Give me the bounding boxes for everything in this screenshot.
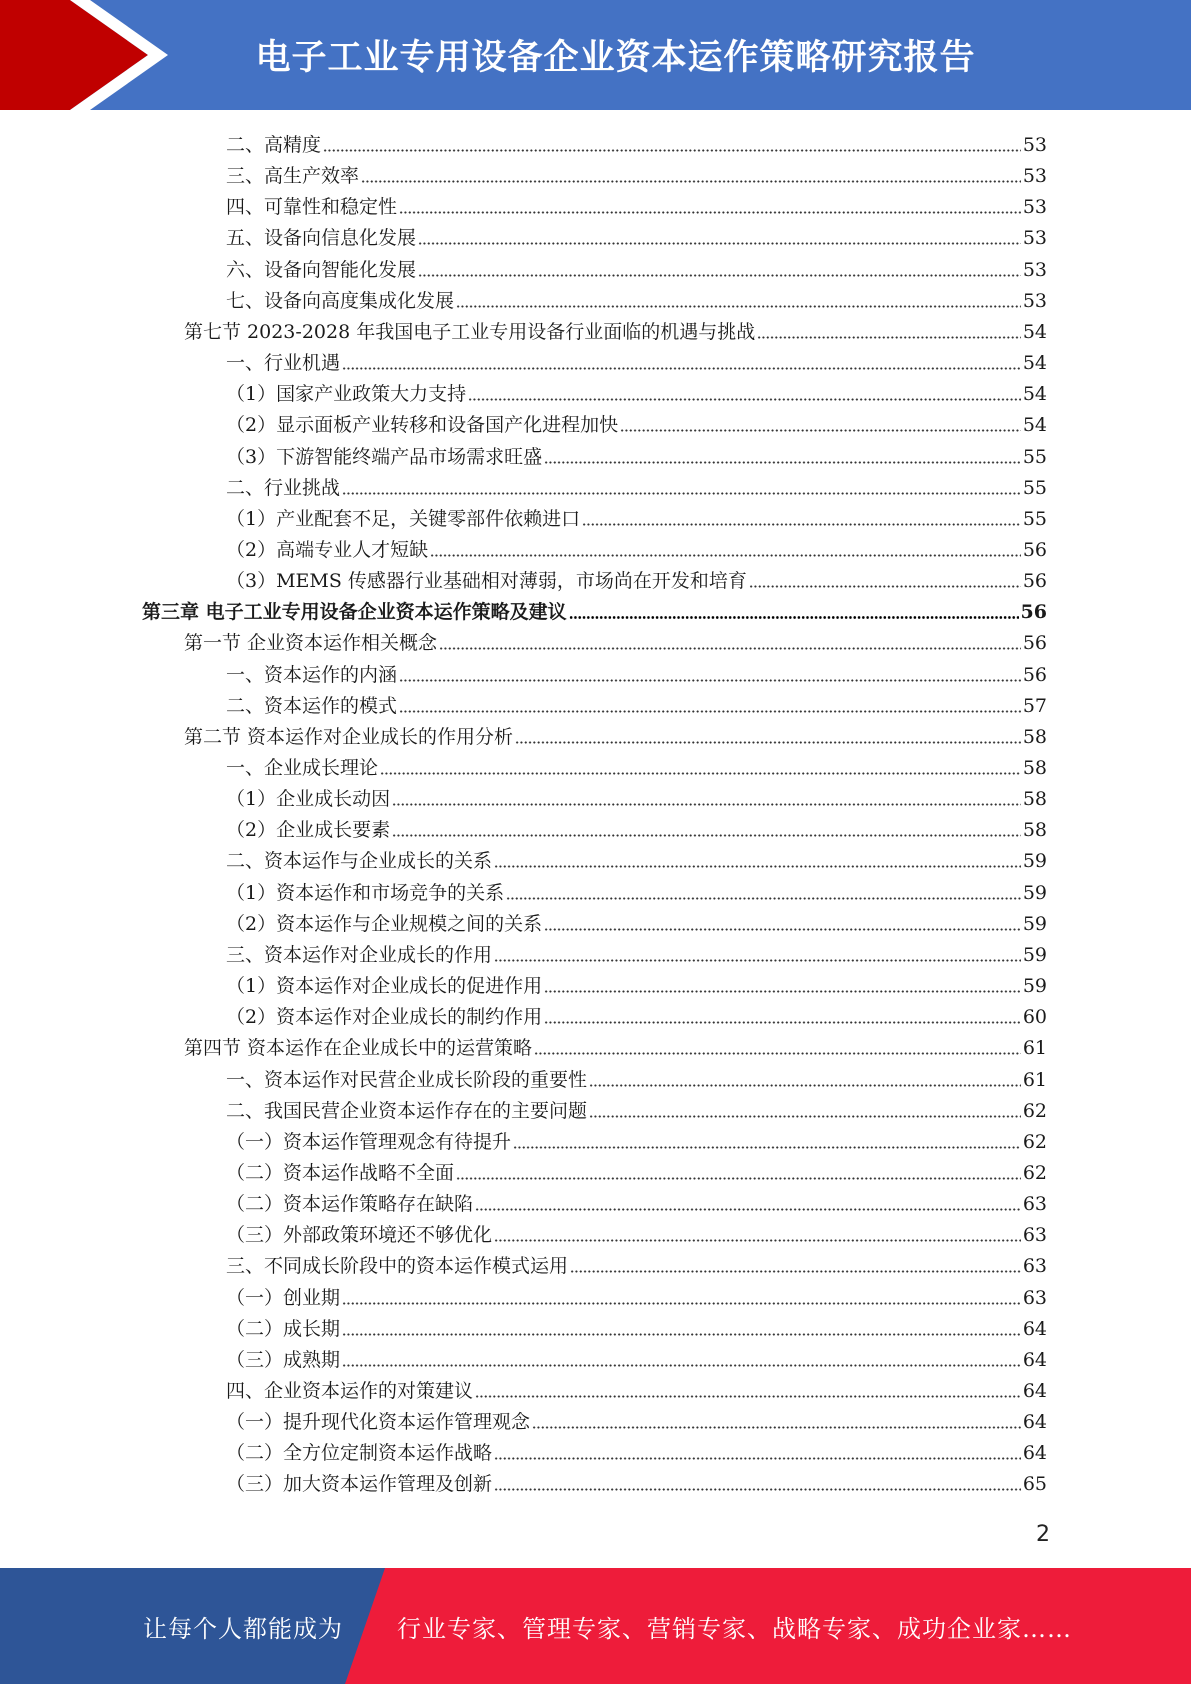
toc-dot-leader — [544, 1021, 1021, 1024]
toc-entry-page: 61 — [1022, 1037, 1047, 1060]
toc-entry[interactable] — [226, 1217, 1047, 1248]
toc-entry-page: 54 — [1022, 320, 1047, 343]
toc-entry[interactable] — [226, 1248, 1047, 1279]
toc-entry-title: （二）资本运作策略存在缺陷 — [226, 1193, 474, 1216]
toc-entry-title: 六、设备向智能化发展 — [226, 258, 417, 281]
toc-entry-page: 61 — [1022, 1068, 1047, 1091]
toc-entry-page: 62 — [1022, 1161, 1047, 1184]
toc-entry[interactable] — [226, 407, 1047, 438]
toc-entry-page: 64 — [1022, 1317, 1047, 1340]
toc-entry-title: （1）企业成长动因 — [226, 788, 391, 811]
toc-entry-title: （1）资本运作对企业成长的促进作用 — [226, 975, 543, 998]
toc-entry-title: （1）产业配套不足，关键零部件依赖进口 — [226, 507, 581, 530]
toc-entry[interactable] — [226, 220, 1047, 251]
toc-entry[interactable] — [226, 999, 1047, 1030]
toc-entry-page: 64 — [1022, 1442, 1047, 1465]
toc-dot-leader — [399, 679, 1021, 682]
toc-entry[interactable] — [226, 1466, 1047, 1497]
toc-entry-title: （2）高端专业人才短缺 — [226, 538, 429, 561]
toc-entry-page: 64 — [1022, 1411, 1047, 1434]
toc-dot-leader — [399, 710, 1021, 713]
toc-entry[interactable] — [226, 843, 1047, 874]
report-title: 电子工业专用设备企业资本运作策略研究报告 — [255, 38, 976, 78]
toc-entry-title: 三、资本运作对企业成长的作用 — [226, 943, 493, 966]
toc-entry-title: （2）企业成长要素 — [226, 819, 391, 842]
toc-entry[interactable] — [226, 1093, 1047, 1124]
toc-entry[interactable] — [226, 283, 1047, 314]
toc-entry[interactable] — [226, 1404, 1047, 1435]
toc-dot-leader — [380, 772, 1021, 775]
toc-entry[interactable] — [226, 1124, 1047, 1155]
toc-entry-page: 65 — [1022, 1473, 1047, 1496]
toc-entry-title: （三）加大资本运作管理及创新 — [226, 1473, 493, 1496]
toc-entry-page: 54 — [1022, 352, 1047, 375]
toc-dot-leader — [392, 834, 1021, 837]
toc-entry-title: （二）成长期 — [226, 1317, 341, 1340]
toc-dot-leader — [468, 398, 1021, 401]
toc-entry-title: 第一节 企业资本运作相关概念 — [184, 632, 438, 655]
toc-entry-page: 63 — [1022, 1224, 1047, 1247]
toc-dot-leader — [342, 1333, 1021, 1336]
page-number: 2 — [1036, 1522, 1050, 1547]
toc-entry-title: 四、可靠性和稳定性 — [226, 196, 398, 219]
toc-entry-title: 三、不同成长阶段中的资本运作模式运用 — [226, 1255, 569, 1278]
footer-slogan-left: 让每个人都能成为 — [143, 1614, 343, 1643]
toc-entry-page: 53 — [1022, 134, 1047, 156]
toc-dot-leader — [342, 492, 1021, 495]
toc-dot-leader — [342, 1364, 1021, 1367]
toc-dot-leader — [582, 523, 1021, 526]
toc-dot-leader — [418, 242, 1021, 245]
toc-entry-page: 60 — [1022, 1006, 1047, 1029]
toc-entry[interactable] — [226, 1373, 1047, 1404]
toc-entry[interactable] — [226, 906, 1047, 937]
toc-entry-page: 62 — [1022, 1130, 1047, 1153]
toc-entry-title: 四、企业资本运作的对策建议 — [226, 1380, 474, 1402]
toc-entry-page: 55 — [1022, 445, 1047, 468]
toc-entry-page: 59 — [1022, 912, 1047, 935]
toc-entry[interactable] — [226, 1062, 1047, 1093]
toc-entry-page: 53 — [1022, 196, 1047, 219]
toc-entry[interactable] — [226, 1435, 1047, 1466]
toc-dot-leader — [589, 1084, 1021, 1087]
toc-entry[interactable] — [226, 750, 1047, 781]
toc-entry[interactable] — [226, 376, 1047, 407]
toc-dot-leader — [475, 1208, 1021, 1211]
toc-entry-title: （一）资本运作管理观念有待提升 — [226, 1130, 512, 1153]
toc-entry-title: （2）显示面板产业转移和设备国产化进程加快 — [226, 414, 619, 437]
toc-dot-leader — [342, 367, 1021, 370]
toc-entry-page: 62 — [1022, 1099, 1047, 1122]
toc-entry-page: 53 — [1022, 165, 1047, 188]
toc-entry-title: 第七节 2023-2028 年我国电子工业专用设备行业面临的机遇与挑战 — [184, 320, 756, 343]
toc-entry-page: 63 — [1022, 1193, 1047, 1216]
toc-entry-page: 53 — [1022, 258, 1047, 281]
toc-dot-leader — [494, 1239, 1021, 1242]
toc-dot-leader — [361, 180, 1021, 183]
toc-entry-page: 55 — [1022, 507, 1047, 530]
toc-dot-leader — [515, 741, 1021, 744]
toc-entry-title: 一、企业成长理论 — [226, 757, 379, 779]
toc-entry-title: 一、资本运作的内涵 — [226, 663, 398, 686]
toc-entry-title: （一）创业期 — [226, 1286, 341, 1309]
toc-entry-page: 56 — [1022, 663, 1047, 686]
toc-chapter-entry[interactable] — [142, 594, 1047, 625]
toc-entry[interactable] — [226, 688, 1047, 719]
toc-entry[interactable] — [226, 1280, 1047, 1311]
toc-dot-leader — [569, 616, 1019, 619]
toc-entry-title: 第二节 资本运作对企业成长的作用分析 — [184, 725, 514, 748]
toc-dot-leader — [506, 897, 1021, 900]
toc-entry[interactable] — [226, 968, 1047, 999]
page-header — [0, 0, 1191, 110]
toc-dot-leader — [544, 990, 1021, 993]
toc-entry-page: 53 — [1022, 289, 1047, 312]
toc-entry[interactable] — [226, 345, 1047, 376]
toc-dot-leader — [323, 149, 1021, 152]
toc-entry-title: （3）下游智能终端产品市场需求旺盛 — [226, 445, 543, 468]
toc-entry[interactable] — [226, 781, 1047, 812]
toc-dot-leader — [570, 1270, 1021, 1273]
toc-dot-leader — [757, 336, 1021, 339]
toc-dot-leader — [513, 1146, 1021, 1149]
toc-entry-title: 第四节 资本运作在企业成长中的运营策略 — [184, 1037, 533, 1060]
toc-entry[interactable] — [226, 439, 1047, 470]
toc-entry-title: 二、资本运作的模式 — [226, 694, 398, 717]
toc-entry[interactable] — [184, 719, 1047, 750]
toc-entry-title: （三）外部政策环境还不够优化 — [226, 1224, 493, 1247]
toc-dot-leader — [749, 585, 1021, 588]
toc-dot-leader — [418, 274, 1021, 277]
toc-entry-page: 58 — [1022, 757, 1047, 779]
toc-entry[interactable] — [226, 470, 1047, 501]
toc-entry-title: 一、资本运作对民营企业成长阶段的重要性 — [226, 1068, 588, 1091]
toc-entry[interactable] — [184, 314, 1047, 345]
toc-entry[interactable] — [226, 1311, 1047, 1342]
toc-entry-title: 七、设备向高度集成化发展 — [226, 289, 455, 312]
toc-entry-title: 五、设备向信息化发展 — [226, 227, 417, 250]
toc-entry-title: 一、行业机遇 — [226, 352, 341, 375]
toc-dot-leader — [494, 865, 1021, 868]
toc-entry[interactable] — [226, 252, 1047, 283]
toc-entry-title: 第三章 电子工业专用设备企业资本运作策略及建议 — [142, 601, 567, 624]
toc-entry-page: 56 — [1022, 632, 1047, 655]
toc-entry-title: （2）资本运作对企业成长的制约作用 — [226, 1006, 543, 1029]
toc-entry-page: 63 — [1022, 1286, 1047, 1309]
page-footer — [0, 1568, 1191, 1684]
toc-dot-leader — [399, 211, 1021, 214]
toc-entry-title: 二、高精度 — [226, 134, 322, 156]
toc-entry-page: 64 — [1022, 1380, 1047, 1402]
toc-entry-page: 56 — [1020, 601, 1047, 624]
toc-entry-page: 59 — [1022, 975, 1047, 998]
toc-entry[interactable] — [226, 657, 1047, 688]
toc-entry-page: 54 — [1022, 383, 1047, 406]
toc-dot-leader — [532, 1426, 1021, 1429]
toc-entry-page: 53 — [1022, 227, 1047, 250]
toc-dot-leader — [494, 1457, 1021, 1460]
toc-entry-page: 59 — [1022, 881, 1047, 904]
toc-entry-page: 57 — [1022, 694, 1047, 717]
toc-dot-leader — [392, 803, 1021, 806]
toc-entry[interactable] — [226, 1155, 1047, 1186]
toc-dot-leader — [534, 1052, 1021, 1055]
toc-entry[interactable] — [226, 127, 1047, 158]
toc-entry[interactable] — [226, 937, 1047, 968]
toc-entry-page: 54 — [1022, 414, 1047, 437]
toc-entry-page: 58 — [1022, 819, 1047, 842]
toc-entry-title: （1）资本运作和市场竞争的关系 — [226, 881, 505, 904]
toc-dot-leader — [620, 429, 1021, 432]
toc-entry[interactable] — [226, 501, 1047, 532]
toc-entry[interactable] — [226, 812, 1047, 843]
toc-entry-page: 59 — [1022, 943, 1047, 966]
toc-entry-page: 56 — [1022, 570, 1047, 593]
toc-entry-page: 58 — [1022, 788, 1047, 811]
toc-dot-leader — [342, 1302, 1021, 1305]
toc-dot-leader — [439, 647, 1021, 650]
toc-entry-title: 二、我国民营企业资本运作存在的主要问题 — [226, 1099, 588, 1122]
toc-entry-page: 58 — [1022, 725, 1047, 748]
toc-entry-title: 二、资本运作与企业成长的关系 — [226, 850, 493, 873]
footer-slogan-right: 行业专家、管理专家、营销专家、战略专家、成功企业家…… — [397, 1614, 1072, 1643]
toc-entry-title: 三、高生产效率 — [226, 165, 360, 188]
toc-dot-leader — [494, 1488, 1021, 1491]
toc-entry-page: 63 — [1022, 1255, 1047, 1278]
toc-entry-page: 59 — [1022, 850, 1047, 873]
toc-entry-title: （3）MEMS 传感器行业基础相对薄弱，市场尚在开发和培育 — [226, 570, 747, 593]
toc-entry-title: （2）资本运作与企业规模之间的关系 — [226, 912, 543, 935]
toc-dot-leader — [456, 1177, 1021, 1180]
toc-entry-title: 二、行业挑战 — [226, 476, 341, 499]
toc-entry[interactable] — [184, 1030, 1047, 1061]
toc-entry[interactable] — [184, 625, 1047, 656]
toc-dot-leader — [544, 461, 1021, 464]
toc-entry[interactable] — [226, 1342, 1047, 1373]
toc-entry[interactable] — [226, 563, 1047, 594]
toc-entry[interactable] — [226, 1186, 1047, 1217]
toc-entry[interactable] — [226, 875, 1047, 906]
toc-entry[interactable] — [226, 189, 1047, 220]
toc-entry[interactable] — [226, 532, 1047, 563]
toc-entry-page: 56 — [1022, 538, 1047, 561]
toc-entry-title: （一）提升现代化资本运作管理观念 — [226, 1411, 531, 1434]
toc-dot-leader — [544, 928, 1021, 931]
toc-dot-leader — [589, 1115, 1021, 1118]
toc-dot-leader — [494, 959, 1021, 962]
toc-entry-page: 55 — [1022, 476, 1047, 499]
toc-entry-title: （二）资本运作战略不全面 — [226, 1161, 455, 1184]
toc-entry-title: （1）国家产业政策大力支持 — [226, 383, 467, 406]
toc-entry-title: （三）成熟期 — [226, 1348, 341, 1371]
toc-entry[interactable] — [226, 158, 1047, 189]
toc-dot-leader — [456, 305, 1021, 308]
toc-entry-page: 64 — [1022, 1348, 1047, 1371]
toc-dot-leader — [475, 1395, 1021, 1398]
toc-entry-title: （二）全方位定制资本运作战略 — [226, 1442, 493, 1465]
toc-dot-leader — [430, 554, 1021, 557]
